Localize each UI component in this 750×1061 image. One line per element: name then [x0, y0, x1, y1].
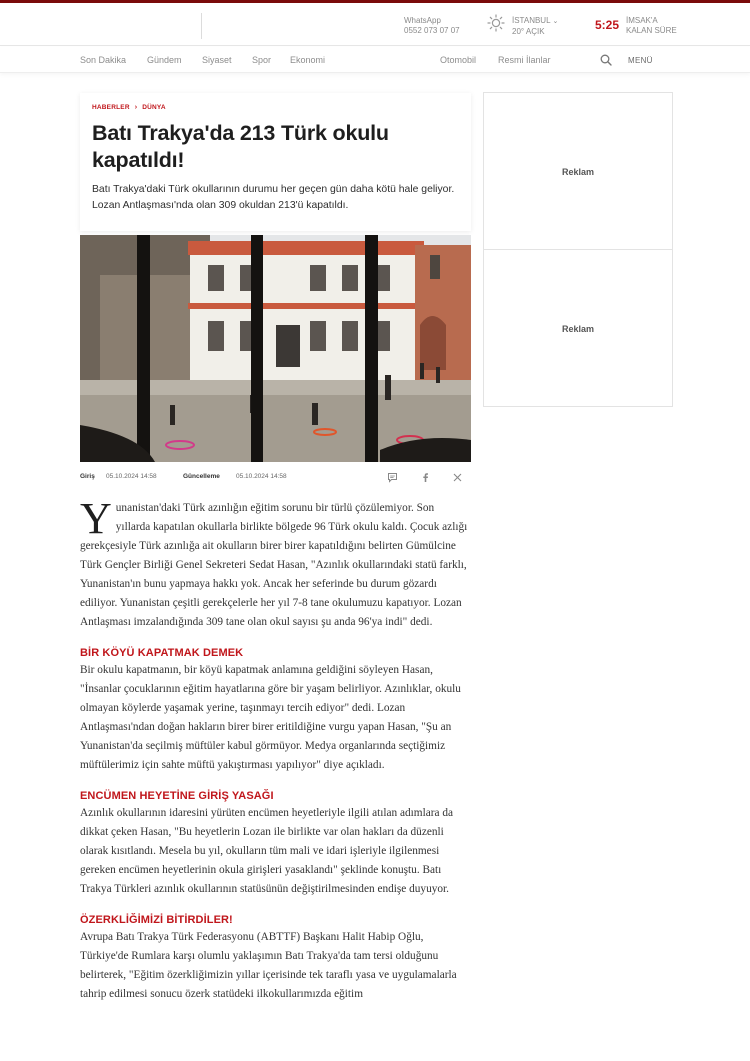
paragraph-2: Azınlık okullarının idaresini yürüten encümen heyetleriyle ilgili atılan adımlara da dikkat çeken Hasan, "Bu heyetlerin Lozan ile birlikte var olan hakları da düzenli olarak kısıtlandı. Mesela bu yıl, okulların tüm mali ve idari işleriyle ilgilenmesi gereken encümen heyetlerinin okula girişleri yasaklandı" şeklinde konuştu. Batı Trakya Türkleri azınlık okullarının statüsünün değiştirilmesinden endişe duyuyor. — [80, 807, 453, 895]
prayer-label — [626, 16, 677, 36]
school-photo — [80, 235, 471, 462]
article-intro — [80, 494, 471, 632]
main-nav — [0, 47, 750, 73]
whatsapp-contact[interactable] — [404, 16, 460, 36]
ad-slot-1[interactable] — [483, 92, 673, 250]
nav-item-son-dakika[interactable]: Son Dakika — [80, 55, 127, 65]
logo-divider — [201, 13, 202, 39]
published-date: 05.10.2024 14:58 — [106, 473, 157, 480]
subheading-1: BİR KÖYÜ KAPATMAK DEMEK — [80, 647, 244, 659]
article-spot: Batı Trakya'daki Türk okullarının durumu her geçen gün daha kötü hale geliyor. Lozan Antlaşması'nda olan 309 okuldan 213'ü kapatıldı. — [92, 184, 455, 211]
nav-item-siyaset[interactable]: Siyaset — [202, 55, 232, 65]
sun-icon — [487, 14, 505, 32]
nav-item-otomobil[interactable]: Otomobil — [440, 55, 477, 65]
published-label: Giriş — [80, 473, 95, 480]
article-header — [80, 93, 471, 231]
facebook-icon[interactable] — [420, 472, 431, 483]
subheading-3: ÖZERKLİĞİMİZİ BİTİRDİLER! — [80, 914, 233, 926]
breadcrumb-haberler[interactable]: HABERLER — [92, 104, 130, 111]
breadcrumb-dunya[interactable]: DÜNYA — [142, 104, 166, 111]
ad-label: Reklam — [561, 167, 595, 177]
nav-item-ekonomi[interactable]: Ekonomi — [290, 55, 326, 65]
x-icon[interactable] — [452, 472, 463, 483]
paragraph-3: Avrupa Batı Trakya Türk Federasyonu (ABTTF) Başkanı Halit Habip Oğlu, Türkiye'de Rumlara karşı olumlu yaklaşımın Batı Trakya'da tam tersi olduğunu belirterek, "Eğitim özerkliğimizin yıllar içerisinde tek taraflı yasa ve uygulamalarla tahrip edilmesi sonucu özerk statüdeki ilkokullarımızda eğitim — [80, 931, 457, 1000]
site-header — [0, 3, 750, 46]
chevron-down-icon: ⌄ — [552, 18, 559, 25]
nav-item-spor[interactable]: Spor — [252, 55, 272, 65]
article-title: Batı Trakya'da 213 Türk okulu kapatıldı! — [92, 121, 389, 172]
ad-slot-2[interactable] — [483, 249, 673, 407]
prayer-countdown: 5:25 — [595, 18, 620, 32]
weather-city: İSTANBUL — [512, 16, 551, 25]
nav-item-gundem[interactable]: Gündem — [147, 55, 182, 65]
paragraph-1: Bir okulu kapatmanın, bir köyü kapatmak anlamına geldiğini söyleyen Hasan, "İnsanlar çocuklarının eğitim hayatlarına göre bir yaşam belirliyor. Azınlıklar, okulu olmayan köylerde yaşamak yerine, taşınmayı tercih ediyor" dedi. Lozan Antlaşması'ndan doğan hakların birer birer eritildiğine vurgu yapan Hasan, "Şu an Yunanistan'da seçilmiş müftüler kabul görmüyor. Medya organlarında seçtiğimiz müftülerimiz için sahte müftü yakıştırması yapılıyor" diye açıkladı. — [80, 664, 461, 771]
ad-label: Reklam — [561, 324, 595, 334]
nav-item-resmi-ilanlar[interactable]: Resmi İlanlar — [498, 55, 551, 65]
search-icon[interactable] — [600, 54, 612, 66]
chevron-right-icon: › — [134, 104, 138, 111]
whatsapp-label: WhatsApp — [404, 16, 441, 25]
whatsapp-number: 0552 073 07 07 — [404, 26, 460, 35]
article-image — [80, 235, 471, 462]
breadcrumb — [92, 104, 166, 111]
article-body — [80, 494, 471, 1004]
menu-button[interactable]: MENÜ — [628, 56, 653, 65]
intro-text: unanistan'daki Türk azınlığın eğitim sorunu bir türlü çözülemiyor. Son yıllarda kapatılan okullarla birlikte bölgede 96 Türk okulu kaldı. Çocuk azlığı gerekçesiyle Türk azınlığa ait okulların birer birer kapatıldığını belirten Gümülcine Türk Gençler Birliği Genel Sekreteri Sedat Hasan, "Azınlık okullarındaki statü farklı, Yunanistan'ın bunu yapmaya hakkı yok. Ancak her seferinde bu durum gözardı ediliyor. Yunanistan çeşitli gerekçelerle her yıl 7-8 tane okulumuzu kapatıyor. Lozan Antlaşması imzalandığında 309 tane olan okul sayısı şu anda 96'ya indi" dedi. — [80, 502, 468, 628]
weather-widget[interactable] — [512, 16, 558, 37]
prayer-label-line2: KALAN SÜRE — [626, 26, 677, 35]
updated-date: 05.10.2024 14:58 — [236, 473, 287, 480]
weather-temp: 20° AÇIK — [512, 27, 545, 36]
comment-icon[interactable] — [387, 472, 398, 483]
drop-cap: Y — [80, 494, 112, 543]
updated-label: Güncelleme — [183, 473, 220, 480]
subheading-2: ENCÜMEN HEYETİNE GİRİŞ YASAĞI — [80, 790, 274, 802]
article-meta — [80, 472, 471, 484]
prayer-label-line1: İMSAK'A — [626, 16, 658, 25]
